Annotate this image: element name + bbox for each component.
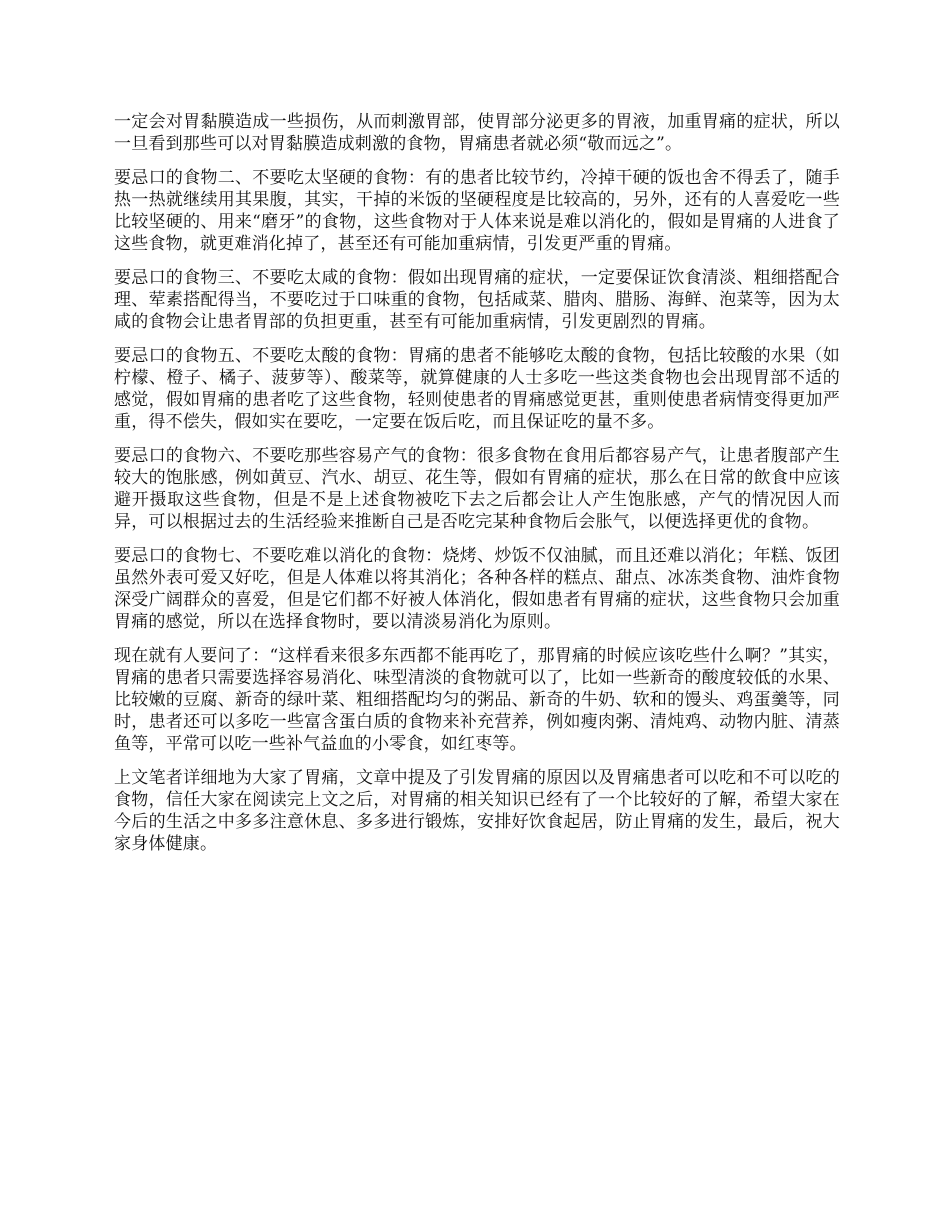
document-body: [114, 111, 840, 867]
paragraph-3: 要忌口的食物三、不要吃太咸的食物：假如出现胃痛的症状，一定要保证饮食清淡、粗细搭配合理、荤素搭配得当，不要吃过于口味重的食物，包括咸菜、腊肉、腊肠、海鲜、泡菜等，因为太咸的食物会让患者胃部的负担更重，甚至有可能加重病情，引发更剧烈的胃痛。: [114, 268, 840, 332]
paragraph-6: 要忌口的食物七、不要吃难以消化的食物：烧烤、炒饭不仅油腻，而且还难以消化；年糕、饭团虽然外表可爱又好吃，但是人体难以将其消化；各种各样的糕点、甜点、冰冻类食物、油炸食物深受广阔群众的喜爱，但是它们都不好被人体消化，假如患者有胃痛的症状，这些食物只会加重胃痛的感觉，所以在选择食物时，要以清淡易消化为原则。: [114, 546, 840, 632]
paragraph-1: 一定会对胃黏膜造成一些损伤，从而刺激胃部，使胃部分泌更多的胃液，加重胃痛的症状，所以一旦看到那些可以对胃黏膜造成刺激的食物，胃痛患者就必须“敬而远之”。: [114, 112, 840, 154]
paragraph-2: 要忌口的食物二、不要吃太坚硬的食物：有的患者比较节约，冷掉干硬的饭也舍不得丢了，随手热一热就继续用其果腹，其实，干掉的米饭的坚硬程度是比较高的，另外，还有的人喜爱吃一些比较坚硬的、用来“磨牙”的食物，这些食物对于人体来说是难以消化的，假如是胃痛的人进食了这些食物，就更难消化掉了，甚至还有可能加重病情，引发更严重的胃痛。: [114, 168, 840, 254]
paragraph-5: 要忌口的食物六、不要吃那些容易产气的食物：很多食物在食用后都容易产气，让患者腹部产生较大的饱胀感，例如黄豆、汽水、胡豆、花生等，假如有胃痛的症状，那么在日常的飲食中应该避开摄取这些食物，但是不是上述食物被吃下去之后都会让人产生饱胀感，产气的情况因人而异，可以根据过去的生活经验来推断自己是否吃完某种食物后会胀气，以便选择更优的食物。: [114, 446, 840, 532]
paragraph-8: 上文笔者详细地为大家了胃痛，文章中提及了引发胃痛的原因以及胃痛患者可以吃和不可以吃的食物，信任大家在阅读完上文之后，对胃痛的相关知识已经有了一个比较好的了解，希望大家在今后的生活之中多多注意休息、多多进行锻炼，安排好饮食起居，防止胃痛的发生，最后，祝大家身体健康。: [114, 768, 840, 854]
paragraph-4: 要忌口的食物五、不要吃太酸的食物：胃痛的患者不能够吃太酸的食物，包括比较酸的水果（如柠檬、橙子、橘子、菠萝等）、酸菜等，就算健康的人士多吃一些这类食物也会出现胃部不适的感觉，假如胃痛的患者吃了这些食物，轻则使患者的胃痛感觉更甚，重则使患者病情变得更加严重，得不偿失，假如实在要吃，一定要在饭后吃，而且保证吃的量不多。: [114, 346, 840, 432]
paragraph-7: 现在就有人要问了：“这样看来很多东西都不能再吃了，那胃痛的时候应该吃些什么啊？”其实，胃痛的患者只需要选择容易消化、味型清淡的食物就可以了，比如一些新奇的酸度较低的水果、比较嫩的豆腐、新奇的绿叶菜、粗细搭配均匀的粥品、新奇的牛奶、软和的馒头、鸡蛋羹等，同时，患者还可以多吃一些富含蛋白质的食物来补充营养，例如瘦肉粥、清炖鸡、动物内脏、清蒸鱼等，平常可以吃一些补气益血的小零食，如红枣等。: [114, 646, 840, 754]
